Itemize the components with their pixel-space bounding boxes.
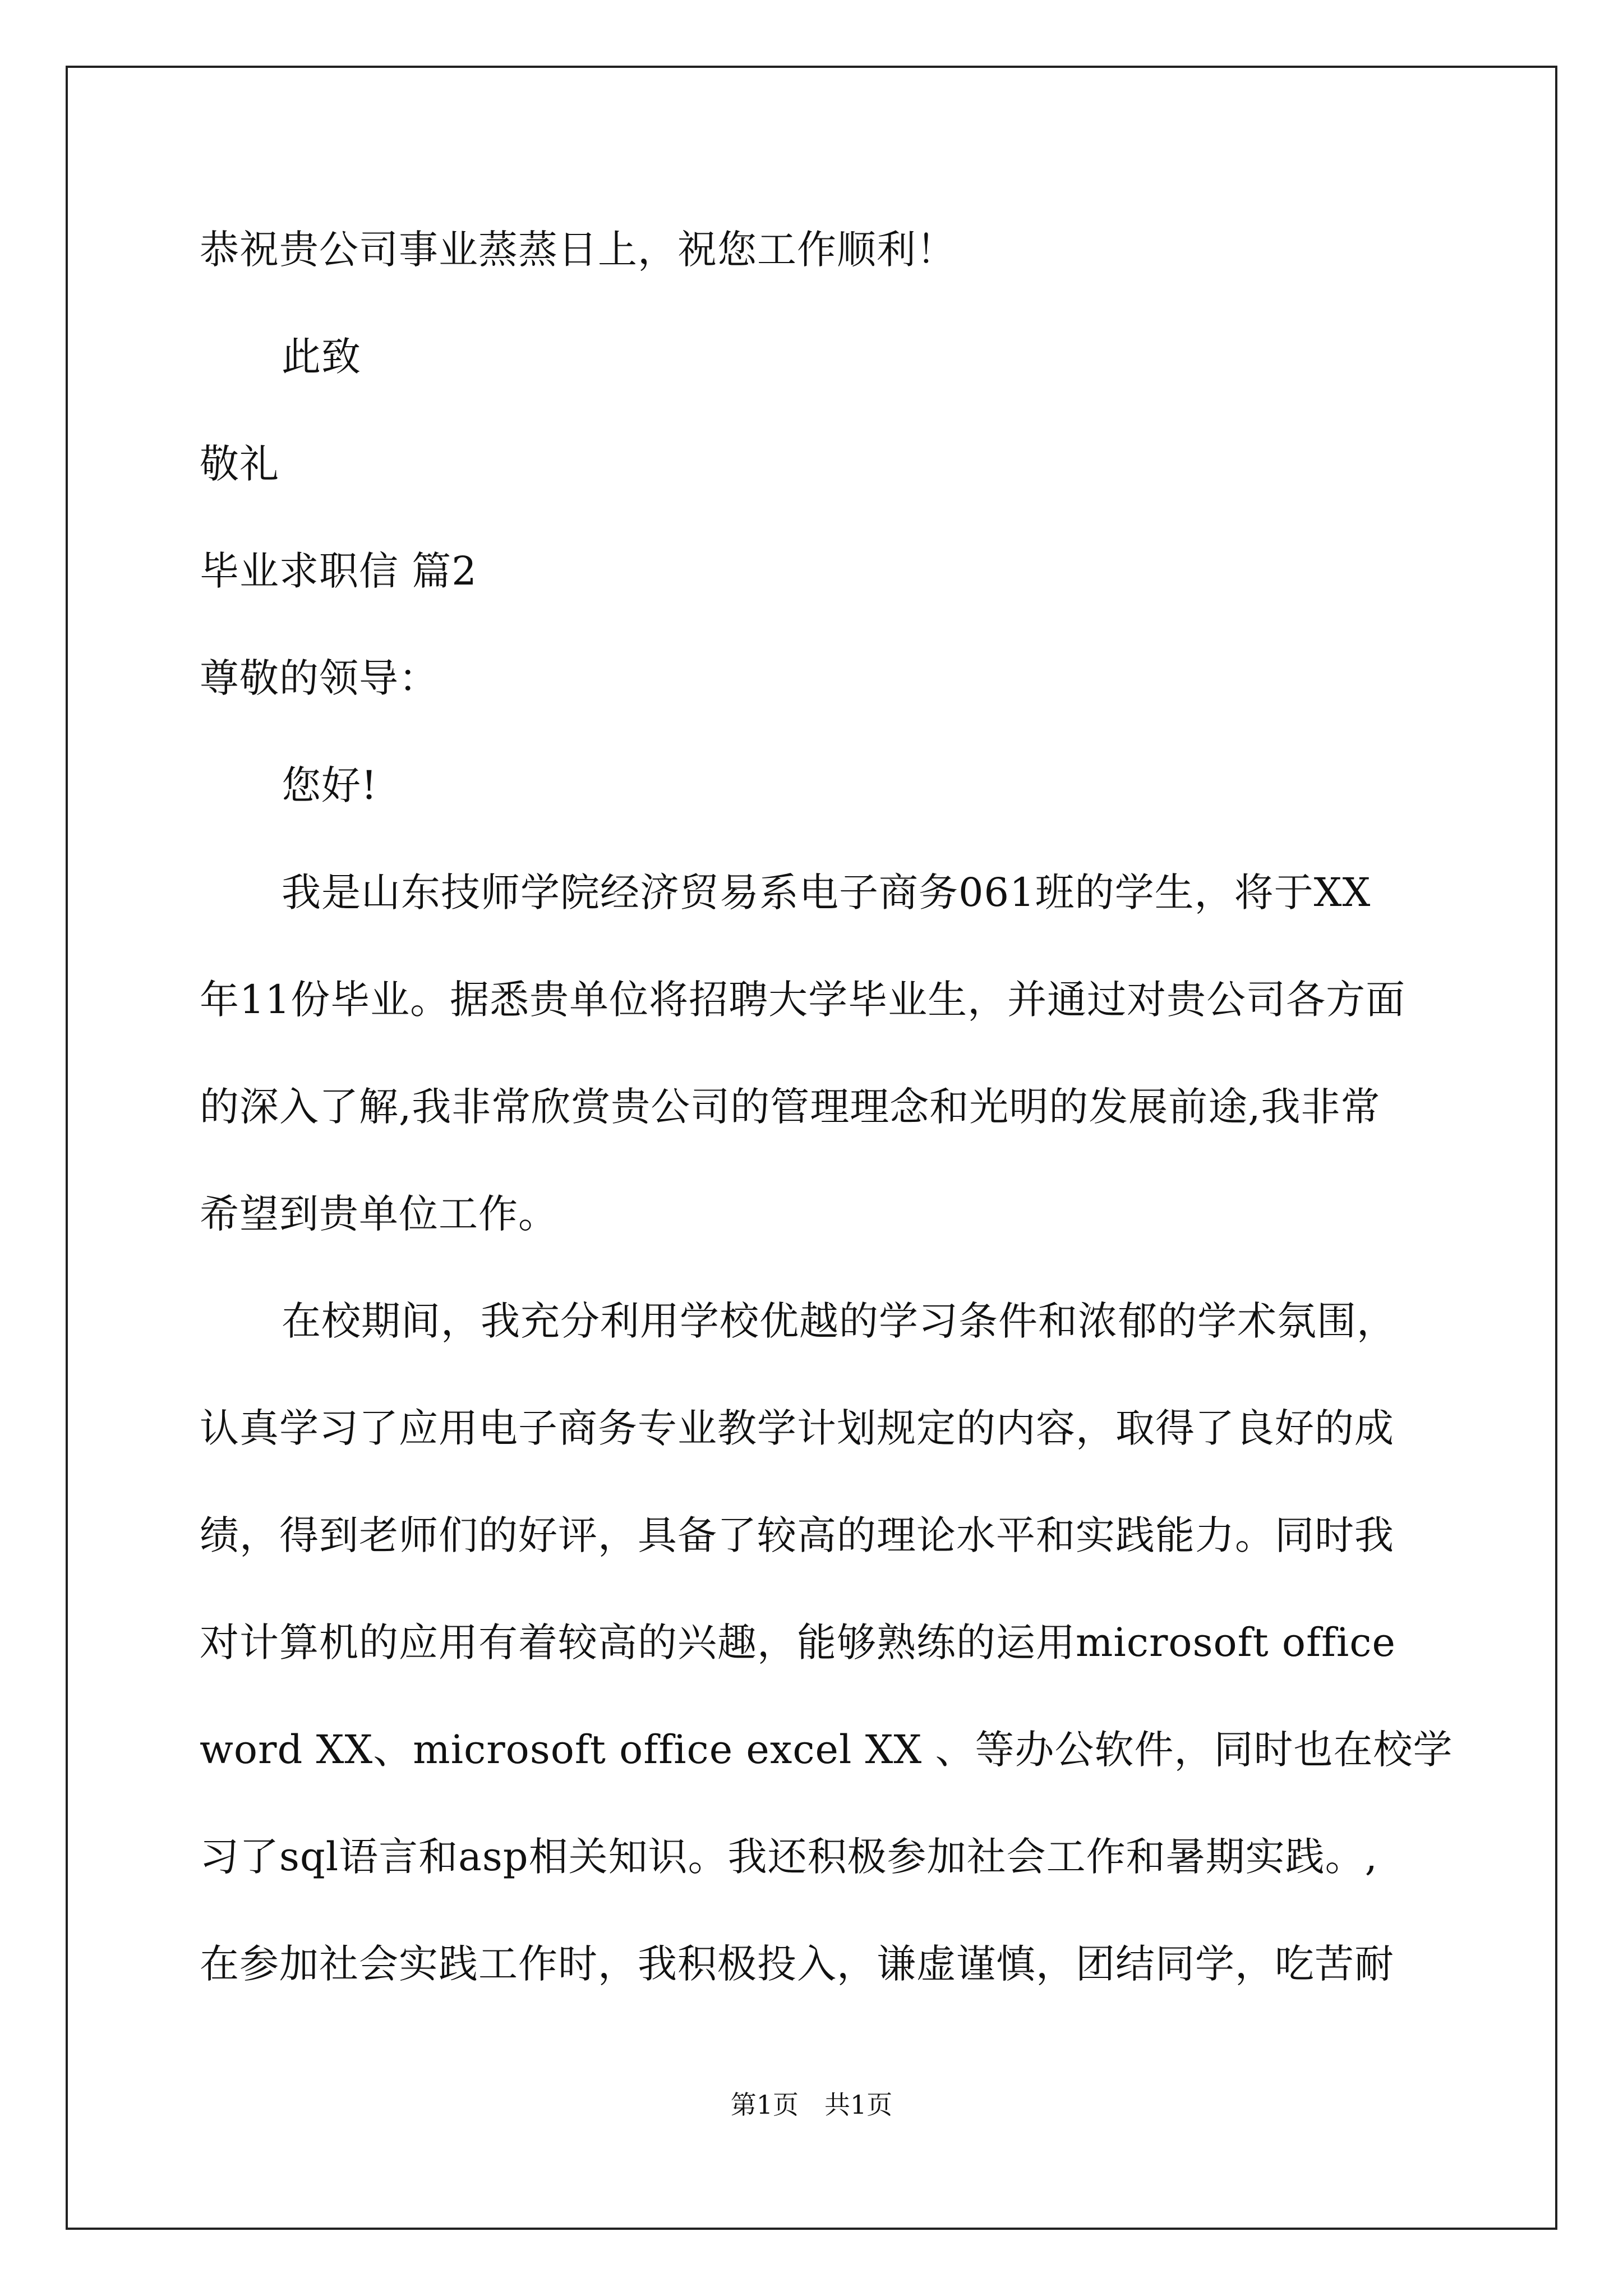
- paragraph-line: word XX、microsoft office excel XX 、等办公软件，同时也在校学: [200, 1727, 1453, 1773]
- paragraph-line: 年11份毕业。据悉贵单位将招聘大学毕业生，并通过对贵公司各方面: [200, 977, 1406, 1023]
- section-heading: 毕业求职信 篇2: [200, 548, 477, 594]
- salutation: 尊敬的领导：: [200, 655, 439, 701]
- paragraph-line: 习了sql语言和asp相关知识。我还积极参加社会工作和暑期实践。,: [200, 1834, 1378, 1880]
- text-line-3: 敬礼: [200, 441, 279, 487]
- paragraph-line: 绩，得到老师们的好评，具备了较高的理论水平和实践能力。同时我: [200, 1512, 1394, 1558]
- page-number-footer: 第1页 共1页: [730, 2090, 893, 2120]
- paragraph-line: 在校期间，我充分利用学校优越的学习条件和浓郁的学术氛围，: [282, 1298, 1396, 1344]
- paragraph-line: 的深入了解,我非常欣赏贵公司的管理理念和光明的发展前途,我非常: [200, 1084, 1381, 1130]
- page-border: [66, 66, 1557, 2230]
- text-line-2: 此致: [282, 334, 361, 380]
- paragraph-line: 希望到贵单位工作。: [200, 1191, 558, 1237]
- paragraph-line: 认真学习了应用电子商务专业教学计划规定的内容，取得了良好的成: [200, 1405, 1394, 1451]
- text-line-1: 恭祝贵公司事业蒸蒸日上，祝您工作顺利！: [200, 227, 956, 273]
- greeting: 您好!: [282, 762, 378, 808]
- paragraph-line: 我是山东技师学院经济贸易系电子商务061班的学生，将于XX: [282, 869, 1371, 915]
- paragraph-line: 对计算机的应用有着较高的兴趣，能够熟练的运用microsoft office: [200, 1619, 1396, 1665]
- paragraph-line: 在参加社会实践工作时，我积极投入，谦虚谨慎，团结同学，吃苦耐: [200, 1941, 1394, 1987]
